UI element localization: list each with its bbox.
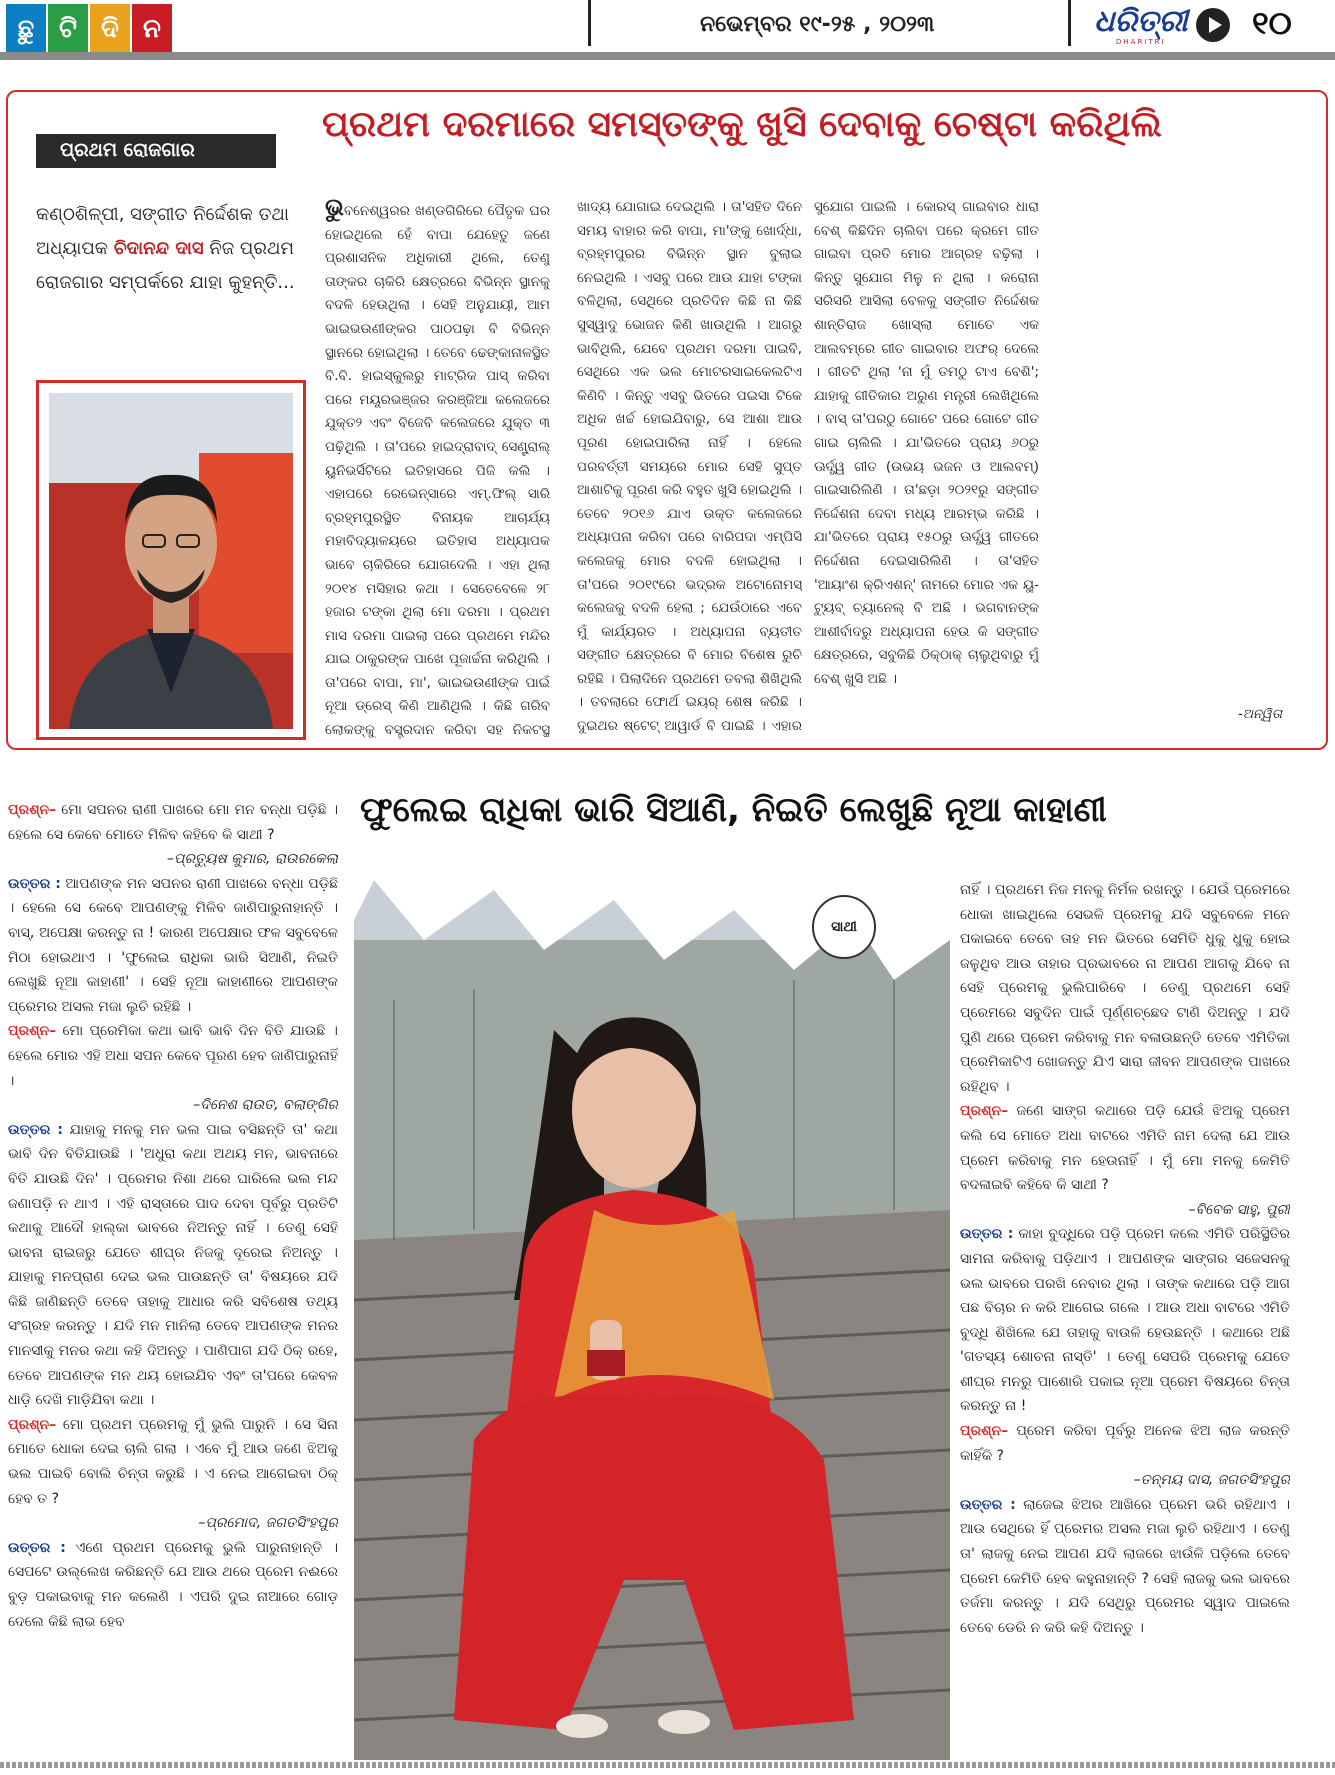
brand-sub: DHARITRI — [1116, 38, 1166, 46]
story-intro — [36, 198, 296, 300]
author-photo-image — [49, 393, 293, 729]
question-signature: –ପ୍ରତ୍ୟୁଷ କୁମାର, ରାଉରକେଲା — [166, 851, 338, 868]
intro-person-name: ଚିଦାନନ୍ଦ ଦାସ — [113, 238, 204, 259]
answer-paragraph — [8, 872, 338, 1020]
section-logo-letter: ନ — [132, 4, 172, 54]
answer-paragraph — [8, 1536, 338, 1634]
story-credit: -ଅନ୍ୱିତା — [1238, 707, 1283, 722]
question-label: ପ୍ରଶ୍ନ– — [960, 1423, 1009, 1440]
intro-text-after: ନିଜ ପ୍ରଥମ ରୋଜଗାର ସମ୍ପର୍କରେ ଯାହା କୁହନ୍ତି... — [36, 238, 295, 293]
qa-text: ମୋ ପ୍ରେମିକା କଥା ଭାବି ଭାବି ଦିନ ବିତି ଯାଉଛି । ହେଲେ ମୋର ଏହି ଅଧା ସପନ କେବେ ପୂରଣ ହେବ ଜାଣିପାରୁନାହିଁ । — [8, 1023, 338, 1089]
story-dropcap: ଭୁ — [325, 196, 344, 221]
question-paragraph — [8, 1019, 338, 1093]
intro-text-before: କଣ୍ଠଶିଳ୍ପୀ, ସଙ୍ଗୀତ ନିର୍ଦ୍ଦେଶକ ତଥା ଅଧ୍ୟାପକ — [36, 204, 289, 259]
answer-paragraph — [960, 1222, 1290, 1419]
section-logo-letter: ଦି — [90, 4, 130, 54]
brand-name: ଧରିତ୍ରୀ — [1094, 4, 1188, 39]
story-column-text: ବନେଶ୍ୱରର ଖଣ୍ଡଗିରିରେ ପୈତୃକ ଘର ହୋଇଥିଲେ ହେଁ ବାପା ଯେହେତୁ ଜଣେ ପ୍ରଶାସନିକ ଅଧିକାରୀ ଥିଲେ, ତେଣୁ ତାଙ୍କର ଚାକିରି କ୍ଷେତ୍ରରେ ବିଭିନ୍ନ ସ୍ଥାନକୁ ବଦଳି ହେଉଥିଲା । ସେହି ଅନୁଯାୟୀ, ଆମ ଭାଇଭଉଣୀଙ୍କର ପାଠପଢ଼ା ବି ବିଭିନ୍ନ ସ୍ଥାନରେ ହୋଇଥିଲା । ତେବେ ଢେଙ୍କାନାଳସ୍ଥିତ ବି.ବି. ହାଇସ୍କୁଲରୁ ମାଟ୍ରିକ ପାସ୍ କରିବା ପରେ ମୟୂରଭଞ୍ଜର କରଞ୍ଜିଆ କଲେଜରେ ଯୁକ୍ତ୨ ଏବଂ ବିଜେବି କଲେଜରେ ଯୁକ୍ତ ୩ ପଢ଼ିଥିଲି । ତା'ପରେ ହାଇଦ୍ରାବାଦ୍ ସେଣ୍ଟ୍ରାଲ୍ ୟୁନିଭର୍ସିଟିରେ ଇତିହାସରେ ପିଜି କଲି । ଏହାପରେ ରେଭେନ୍ସାରେ ଏମ୍.ଫିଲ୍ ସାରି ବ୍ରହ୍ମପୁରସ୍ଥିତ ବିନାୟକ ଆଚାର୍ଯ୍ୟ ମହାବିଦ୍ୟାଳୟରେ ଇତିହାସ ଅଧ୍ୟାପକ ଭାବେ ଚାକିରିରେ ଯୋଗଦେଲି । ଏହା ଥିଲା ୨୦୧୪ ମସିହାର କଥା । ସେତେବେଳେ ୨୮ ହଜାର ଟଙ୍କା ଥିଲା ମୋ ଦରମା । ପ୍ରଥମ ମାସ ଦରମା ପାଇଲା ପରେ ପ୍ରଥମେ ମନ୍ଦିର ଯାଇ ଠାକୁରଙ୍କ ପାଖେ ପୂଜାର୍ଚ୍ଚନା କରିଥିଲି । ତା'ପରେ ବାପା, ମା', ଭାଇଭଉଣୀଙ୍କ ପାଇଁ ନୂଆ ଡ୍ରେସ୍ କିଣି ଆଣିଥିଲି । କିଛି ଗରିବ ଲୋକଙ୍କୁ ବସ୍ତ୍ରଦାନ କରିବା ସହ ନିକଟସ୍ଥ — [325, 203, 550, 739]
page-foot-rule — [0, 1762, 1335, 1768]
author-photo — [36, 380, 306, 740]
qa-text: ଜଣେ ସାଙ୍ଗ କଥାରେ ପଡ଼ି ଯେଉଁ ଝିଅକୁ ପ୍ରେମ କଲି ସେ ମୋତେ ଅଧା ବାଟରେ ଏମିତି ନାମ ଦେଲା ଯେ ଆଉ ପ୍ରେମ କରିବାକୁ ମନ ହେଉନାହିଁ । ମୁଁ ମୋ ମନକୁ କେମିତି ବଦଳାଇବି କହିବେ କି ସାଥୀ ? — [960, 1103, 1290, 1194]
qa-column-right — [960, 878, 1290, 1758]
masthead — [0, 0, 1335, 58]
qa-text: ଆପଣଙ୍କ ମନ ସପନର ରାଣୀ ପାଖରେ ବନ୍ଧା ପଡ଼ିଛି । ହେଲେ ସେ କେବେ ଆପଣଙ୍କୁ ମିଳିବ ଜାଣିପାରୁନାହାନ୍ତି । ବାସ୍, ଅପେକ୍ଷା କରନ୍ତୁ ନା ! କାରଣ ଅପେକ୍ଷାର ଫଳ ସବୁବେଳେ ମିଠା ହୋଇଥାଏ । 'ଫୁଲେଇ ରାଧିକା ଭାରି ସିଆଣି, ନିଇତି ଲେଖୁଛି ନୂଆ କାହାଣୀ' । ସେହି ନୂଆ କାହାଣୀରେ ଆପଣଙ୍କ ପ୍ରେମର ଅସଲ ମଜା ଲୁଚି ରହିଛି । — [8, 875, 338, 1015]
question-paragraph — [960, 1099, 1290, 1197]
question-paragraph — [8, 798, 338, 847]
story-column-text: ଖାଦ୍ୟ ଯୋଗାଇ ଦେଇଥିଲି । ତା'ସହିତ ଦିନେ ସମୟ ବାହାର କରି ବାପା, ମା'ଙ୍କୁ ଖୋର୍ଦ୍ଧା, ବ୍ରହ୍ମପୁରର ବିଭିନ୍ନ ସ୍ଥାନ ବୁଲାଇ ନେଇଥିଲି । ଏସବୁ ପରେ ଆଉ ଯାହା ଟଙ୍କା ବଳିଥିଲା, ସେଥିରେ ପ୍ରତିଦିନ କିଛି ନା କିଛି ସୁସ୍ୱାଦୁ ଭୋଜନ କିଣି ଖାଉଥିଲି । ଆଗରୁ ଭାବିଥିଲି, ଯେବେ ପ୍ରଥମ ଦରମା ପାଇବି, ସେଥିରେ ଏକ ଭଲ ମୋଟରସାଇକେଲଟିଏ କିଣିବି । କିନ୍ତୁ ଏସବୁ ଭିତରେ ପଇସା ଟିକେ ଅଧିକ ଖର୍ଚ୍ଚ ହୋଇଯିବାରୁ, ସେ ଆଶା ଆଉ ପୂରଣ ହୋଇପାରିଲା ନାହିଁ । ହେଲେ ପରବର୍ତ୍ତୀ ସମୟରେ ମୋର ସେହି ସୁପ୍ତ ଆଶାଟିକୁ ପୂରଣ କରି ବହୁତ ଖୁସି ହୋଇଥିଲି । ତେବେ ୨୦୧୬ ଯାଏ ଉକ୍ତ କଲେଜରେ ଅଧ୍ୟାପନା କରିବା ପରେ ବାରିପଦା ଏମ୍‌ପିସି କଲେଜକୁ ମୋର ବଦଳି ହୋଇଥିଲା । ତା'ପରେ ୨୦୧୯ରେ ଭଦ୍ରକ ଅଟୋନୋମସ୍ କଲେଜକୁ ବଦଳି ହେଲା ; ଯେଉଁଠାରେ ଏବେ ମୁଁ କାର୍ଯ୍ୟରତ । ଅଧ୍ୟାପନା ବ୍ୟତୀତ ସଙ୍ଗୀତ କ୍ଷେତ୍ରରେ ବି ମୋର ବିଶେଷ ରୁଚି ରହିଛି । ପିଲାଦିନେ ପ୍ରଥମେ ତବଲା ଶିଖିଥିଲି । ତବଲାରେ ଫୋର୍ଥ ଇୟର୍ ଶେଷ କରିଛି । ଦୁଇଥର ଷ୍ଟେଟ୍ ଆୱାର୍ଡ ବି ପାଇଛି । ଏହାର — [577, 199, 802, 735]
question-signature: –ପ୍ରମୋଦ, ଜଗତସିଂହପୁର — [198, 1515, 338, 1532]
page-number: ୧୦ — [1252, 4, 1292, 42]
story-column-1 — [325, 196, 550, 742]
qa-text: ଲାଜେଇ ଝିଅର ଆଖିରେ ପ୍ରେମ ଭରି ରହିଥାଏ । ଆଉ ସେଥିରେ ହିଁ ପ୍ରେମର ଅସଲ ମଜା ଲୁଚି ରହିଥାଏ । ତେଣୁ ତା' ଲାଜକୁ ନେଇ ଆପଣ ଯଦି ଲାଜରେ ଝାଉଁଳି ପଡ଼ିଲେ ତେବେ ପ୍ରେମ କେମିତି ହେବ କହୁନାହାନ୍ତି ? ସେହି ଲାଜକୁ ଭଲ ଭାବରେ ତର୍ଜମା କରନ୍ତୁ । ଯଦି ସେଥିରୁ ପ୍ରେମର ସ୍ୱାଦ ପାଇଲେ ତେବେ ଡେରି ନ କରି କହି ଦିଅନ୍ତୁ । — [960, 1496, 1290, 1636]
section-logo-letter: ଟି — [48, 4, 88, 54]
story-headline: ପ୍ରଥମ ଦରମାରେ ସମସ୍ତଙ୍କୁ ଖୁସି ଦେବାକୁ ଚେଷ୍ଟା କରିଥିଲି — [322, 104, 1162, 145]
first-earning-story — [6, 90, 1328, 750]
question-signature: –ତନ୍ମୟ ଦାସ, ଜଗତସିଂହପୁର — [1133, 1472, 1290, 1489]
brand-logo — [1094, 4, 1190, 46]
story-column-3 — [814, 196, 1039, 742]
qa-column-left — [8, 798, 338, 1758]
answer-label: ଉତ୍ତର : — [960, 1496, 1016, 1513]
question-label: ପ୍ରଶ୍ନ– — [8, 1023, 57, 1040]
question-paragraph — [8, 1413, 338, 1511]
masthead-rule — [0, 52, 1335, 60]
qa-text: ମୋ ପ୍ରଥମ ପ୍ରେମକୁ ମୁଁ ଭୁଲି ପାରୁନି । ସେ ସିନା ମୋତେ ଧୋକା ଦେଇ ଚାଲି ଗଲା । ଏବେ ମୁଁ ଆଉ ଜଣେ ଝିଅକୁ ଭଲ ପାଇବି ବୋଲି ଚିନ୍ତା କରୁଛି । ଏ ନେଇ ଆଗେଇବା ଠିକ୍ ହେବ ତ ? — [8, 1416, 338, 1507]
answer-label: ଉତ୍ତର : — [8, 1121, 63, 1138]
section-logo-letter: ଛୁ — [6, 4, 46, 54]
saathi-badge: ସାଥୀ — [812, 895, 876, 959]
question-paragraph — [960, 1419, 1290, 1468]
column-tag: ପ୍ରଥମ ରୋଜଗାର — [36, 134, 276, 168]
model-photo — [354, 880, 950, 1760]
issue-date: ନଭେମ୍ବର ୧୯-୨୫ , ୨୦୨୩ — [700, 12, 935, 37]
qa-text: ଏଣେ ପ୍ରଥମ ପ୍ରେମକୁ ଭୁଲି ପାରୁନାହାନ୍ତି । ସେପଟେ ଉଲ୍ଲେଖ କରିଛନ୍ତି ଯେ ଆଉ ଥରେ ପ୍ରେମ ନଈରେ ବୁଡ଼ ପକାଇବାକୁ ମନ କଲେଣି । ଏପରି ଦୁଇ ନାଆରେ ଗୋଡ଼ ଦେଲେ କିଛି ଲାଭ ହେବ — [8, 1539, 338, 1630]
answer-label: ଉତ୍ତର : — [960, 1226, 1014, 1243]
question-label: ପ୍ରଶ୍ନ– — [960, 1103, 1009, 1120]
qa-text: ପ୍ରେମ କରିବା ପୂର୍ବରୁ ଅନେକ ଝିଅ ଲାଜ କରନ୍ତି କାହିଁକି ? — [960, 1423, 1290, 1464]
qa-text: ଯାହାକୁ ମନକୁ ମନ ଭଲ ପାଇ ବସିଛନ୍ତି ତା' କଥା ଭାବି ଦିନ ବିତିଯାଉଛି । 'ଅଧୁରା କଥା ଅଥୟ ମନ, ଭାବନାରେ ବିତି ଯାଉଛି ଦିନ' । ପ୍ରେମର ନିଶା ଥରେ ଘାରିଲେ ଭଲ ମନ୍ଦ ଜଣାପଡ଼ି ନ ଥାଏ । ଏହି ରାସ୍ତାରେ ପାଦ ଦେବା ପୂର୍ବରୁ ପ୍ରତିଟି କଥାକୁ ଆଦୌ ହାଲ୍‌କା ଭାବରେ ନିଅନ୍ତୁ ନାହିଁ । ତେଣୁ ସେହି ଭାବନା ରାଇଜରୁ ଯେତେ ଶୀଘ୍ର ନିଜକୁ ଦୂରେଇ ନିଅନ୍ତୁ । ଯାହାକୁ ମନପ୍ରାଣ ଦେଇ ଭଲ ପାଉଛନ୍ତି ତା' ବିଷୟରେ ଯଦି କିଛି ଜାଣିଛନ୍ତି ତେବେ ତାହାକୁ ଆଧାର କରି ସବିଶେଷ ତଥ୍ୟ ସଂଗ୍ରହ କରନ୍ତୁ । ଯଦି ମନ ମାନିଲା ତେବେ ଆପଣଙ୍କ ମନର ମାନସୀକୁ ମନର କଥା କହି ଦିଅନ୍ତୁ । ପାଣିପାଗ ଯଦି ଠିକ୍ ରହେ, ତେବେ ଆପଣଙ୍କ ମନ ଥୟ ହୋଇଯିବ ଏବଂ ତା'ପରେ କେବଳ ଧାଡ଼ି ଦେଖି ମାଡ଼ିଯିବା କଥା । — [8, 1121, 338, 1409]
story-column-2 — [577, 196, 802, 742]
question-signature: –ଦିନେଶ ରାଉତ, ବଲାଙ୍ଗିର — [193, 1097, 338, 1114]
answer-paragraph — [8, 1118, 338, 1413]
qa-text: ମୋ ସପନର ରାଣୀ ପାଖରେ ମୋ ମନ ବନ୍ଧା ପଡ଼ିଛି । ହେଲେ ସେ କେବେ ମୋତେ ମିଳିବ କହିବେ କି ସାଥୀ ? — [8, 802, 338, 843]
answer-label: ଉତ୍ତର : — [8, 1539, 66, 1556]
question-label: ପ୍ରଶ୍ନ– — [8, 802, 57, 818]
qa-text: କାହା ବୁଦ୍ଧିରେ ପଡ଼ି ପ୍ରେମ କଲେ ଏମିତି ପରିସ୍ଥିତିର ସାମନା କରିବାକୁ ପଡ଼ିଥାଏ । ଆପଣଙ୍କ ସାଙ୍ଗର ସଜେସନକୁ ଭଲ ଭାବରେ ପରଖି ନେବାର ଥିଲା । ତାଙ୍କ କଥାରେ ପଡ଼ି ଆଗ ପଛ ବିଚାର ନ କରି ଆଗେଇ ଗଲେ । ଆଉ ଅଧା ବାଟରେ ଏମିତି ବୁଦ୍ଧି ଶିଖିଲେ ଯେ ତାହାକୁ ବାଉଳି ହେଉଛନ୍ତି । କଥାରେ ଅଛି 'ଗତସ୍ୟ ଶୋଚନା ନାସ୍ତି' । ତେଣୁ ସେପରି ପ୍ରେମକୁ ଯେତେ ଶୀଘ୍ର ମନରୁ ପାଶୋରି ପକାଇ ନୂଆ ପ୍ରେମ ବିଷୟରେ ଚିନ୍ତା କରନ୍ତୁ ନା ! — [960, 1226, 1290, 1415]
play-icon — [1196, 8, 1230, 42]
answer-paragraph — [960, 1493, 1290, 1641]
answer-continuation — [960, 878, 1290, 1099]
masthead-divider — [1068, 0, 1071, 46]
masthead-divider — [588, 0, 591, 46]
answer-label: ଉତ୍ତର : — [8, 875, 61, 892]
question-signature: –ବିବେକ ସାହୁ, ପୁରୀ — [1188, 1201, 1290, 1218]
saathi-headline: ଫୁଲେଇ ରାଧିକା ଭାରି ସିଆଣି, ନିଇତି ଲେଖୁଛି ନୂଆ କାହାଣୀ — [360, 790, 1107, 830]
story-column-text: ସୁଯୋଗ ପାଇଲି । କୋରସ୍ ଗାଇବାର ଧାରା ବେଶ୍ କିଛିଦିନ ଚାଲିବା ପରେ କ୍ରମେ ଗୀତ ଗାଇବା ପ୍ରତି ମୋର ଆଗ୍ରହ ବଢ଼ିଲା । କିନ୍ତୁ ସୁଯୋଗ ମିଳୁ ନ ଥିଲା । କରୋନା ସରିସରି ଆସିଲା ବେଳକୁ ସଙ୍ଗୀତ ନିର୍ଦ୍ଦେଶକ ଶାନ୍ତିରାଜ ଖୋସ୍‌ଲା ମୋତେ ଏକ ଆଲବମ୍‌ରେ ଗୀତ ଗାଇବାର ଅଫର୍ ଦେଲେ । ଗୀତଟି ଥିଲା 'ନା ମୁଁ ତମଠୁ ଟାଏ ବେଶି'; ଯାହାକୁ ଗୀତିକାର ଅରୁଣ ମନ୍ତ୍ରୀ ଲେଖିଥିଲେ । ବାସ୍ ତା'ପରଠୁ ଗୋଟେ ପରେ ଗୋଟେ ଗୀତ ଗାଇ ଚାଲିଲି । ଯା'ଭିତରେ ପ୍ରାୟ ୬୦ରୁ ଊର୍ଦ୍ଧ୍ୱ ଗୀତ (ଉଭୟ ଭଜନ ଓ ଆଲବମ୍) ଗାଇସାରିଲିଣି । ତା'ଛଡ଼ା ୨୦୨୧ରୁ ସଙ୍ଗୀତ ନିର୍ଦ୍ଦେଶନା ଦେବା ମଧ୍ୟ ଆରମ୍ଭ କରିଛି । ଯା'ଭିତରେ ପ୍ରାୟ ୧୫୦ରୁ ଊର୍ଦ୍ଧ୍ୱ ଗୀତରେ ନିର୍ଦ୍ଦେଶନା ଦେଇସାରିଲିଣି । ତା'ସହିତ 'ଆୟାଂଶ କ୍ରିଏଶନ୍' ନାମରେ ମୋର ଏକ ୟୁ-ଟ୍ୟୁବ୍ ଚ୍ୟାନେଲ୍ ବି ଅଛି । ଭଗବାନଙ୍କ ଆଶୀର୍ବାଦରୁ ଅଧ୍ୟାପନା ହେଉ କି ସଙ୍ଗୀତ କ୍ଷେତ୍ରରେ, ସବୁକିଛି ଠିକ୍‌ଠାକ୍ ଚାଲୁଥିବାରୁ ମୁଁ ବେଶ୍ ଖୁସି ଅଛି । — [814, 199, 1039, 687]
qa-text: ନାହିଁ । ପ୍ରଥମେ ନିଜ ମନକୁ ନିର୍ମଳ ରଖନ୍ତୁ । ଯେଉଁ ପ୍ରେମରେ ଧୋକା ଖାଇଥିଲେ ସେଭଳି ପ୍ରେମକୁ ଯଦି ସବୁବେଳେ ମନେ ପକାଇବେ ତେବେ ତାହ ମନ ଭିତରେ ସେମିତି ଧୁକୁ ଧୁକୁ ହୋଇ ଜଳୁଥିବ ଆଉ ତାହାର ପ୍ରଭାବରେ ନା ଆପଣ ଆଗକୁ ଯିବେ ନା ସେହି ପ୍ରେମକୁ ଭୁଲିପାରିବେ । ତେଣୁ ପ୍ରଥମେ ସେହି ପ୍ରେମରେ ସବୁଦିନ ପାଇଁ ପୂର୍ଣ୍ଣଚ୍ଛେଦ ଟାଣି ଦିଅନ୍ତୁ । ଯଦି ପୁଣି ଥରେ ପ୍ରେମ କରିବାକୁ ମନ ବଳାଉଛନ୍ତି ତେବେ ଏମିତିକା ପ୍ରେମିକାଟିଏ ଖୋଜନ୍ତୁ ଯିଏ ସାରା ଜୀବନ ଆପଣଙ୍କ ପାଖରେ ରହିଥିବ । — [960, 882, 1290, 1095]
section-logo-chhutidina — [6, 4, 172, 54]
question-label: ପ୍ରଶ୍ନ– — [8, 1416, 57, 1433]
